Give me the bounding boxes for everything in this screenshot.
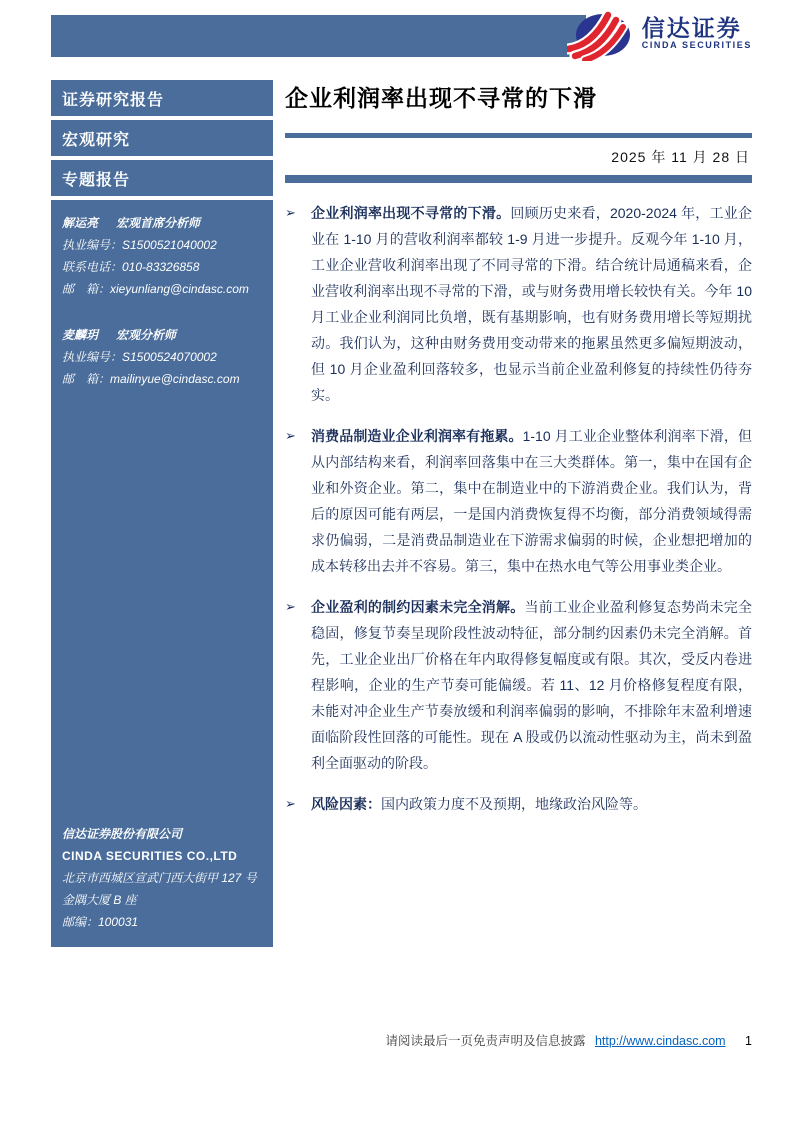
- bullet-lead: 风险因素：: [311, 795, 381, 812]
- bullet-item-profit-margin: [285, 200, 752, 408]
- company-name-en: CINDA SECURITIES CO.,LTD: [62, 849, 238, 863]
- analyst-email: 邮 箱：xieyunliang@cindasc.com: [62, 282, 249, 296]
- company-address-line1: 北京市西城区宣武门西大街甲 127 号: [62, 871, 257, 885]
- bullet-paragraph: [311, 423, 752, 579]
- sidebar-header-report-type: [51, 80, 273, 116]
- bullet-body: 国内政策力度不及预期，地缘政治风险等。: [381, 795, 647, 812]
- page-footer: [285, 1031, 752, 1049]
- analyst-phone: 联系电话：010-83326858: [62, 260, 200, 274]
- sidebar: [51, 80, 273, 947]
- arrow-bullet-icon: ➢: [285, 795, 296, 811]
- sidebar-header-research-type: [51, 120, 273, 156]
- analyst-email: 邮 箱：mailinyue@cindasc.com: [62, 372, 240, 386]
- summary-bullet-list: [285, 200, 752, 817]
- sidebar-header-label: 宏观研究: [62, 131, 131, 149]
- analyst-name-row: [62, 324, 263, 346]
- company-address-line2: 金隅大厦 B 座: [62, 893, 137, 907]
- company-name-cn: 信达证券股份有限公司: [62, 827, 183, 841]
- arrow-bullet-icon: ➢: [285, 427, 296, 443]
- analyst-role: 宏观分析师: [116, 328, 177, 342]
- bullet-item-risk-factors: [285, 791, 752, 817]
- analyst-block: [62, 212, 263, 300]
- disclaimer-text: 请阅读最后一页免责声明及信息披露: [385, 1034, 586, 1048]
- analyst-block: [62, 324, 263, 390]
- analyst-role: 宏观首席分析师: [116, 216, 201, 230]
- analyst-name-row: [62, 212, 263, 234]
- analyst-name: 麦麟玥: [62, 328, 99, 342]
- company-info-block: [62, 823, 263, 933]
- page-title: 企业利润率出现不寻常的下滑: [285, 85, 597, 111]
- arrow-bullet-icon: ➢: [285, 598, 296, 614]
- cinda-logo: [567, 7, 752, 61]
- arrow-bullet-icon: ➢: [285, 204, 296, 220]
- report-date: 2025 年 11 月 28 日: [611, 148, 750, 165]
- sidebar-header-label: 专题报告: [62, 171, 131, 189]
- company-postcode: 邮编：100031: [62, 915, 139, 929]
- sidebar-info-panel: [51, 200, 273, 947]
- page-number: 1: [745, 1034, 752, 1048]
- cinda-logo-icon: [567, 7, 633, 61]
- analyst-name: 解运亮: [62, 216, 99, 230]
- bullet-paragraph: [311, 791, 752, 817]
- bullet-body: 1-10 月工业企业整体利润率下滑，但从内部结构来看，利润率回落集中在三大类群体。第一，集中在国有企业和外资企业。第二，集中在制造业中的下游消费企业。我们认为，背后的原因可能有两层，一是国内消费恢复得不均衡，部分消费领域得需求仍偏弱，二是消费品制造业在下游需求偏弱的时候，企业想把增加的成本转移出去并不容易。第三，集中在热水电气等公用事业类企业。: [311, 427, 752, 574]
- bullet-paragraph: [311, 200, 752, 408]
- bullet-item-consumer-manufacturing: [285, 423, 752, 579]
- bullet-body: 回顾历史来看，2020-2024 年，工业企业在 1-10 月的营收利润率都较 1-9 月进一步提升。反观今年 1-10 月，工业企业营收利润率出现了不同寻常的下滑。结合统计局通稿来看，企业营收利润率出现不寻常的下滑，或与财务费用增长较快有关。今年 10 月工业企业利润同比负增，既有基期影响，也有财务费用增长等短期扰动。我们认为，这种由财务费用变动带来的拖累虽然更多偏短期波动，但 10 月企业盈利回落较多，也显示当前企业盈利修复的持续性仍待夯实。: [311, 204, 753, 403]
- bullet-lead: 企业盈利的制约因素未完全消解。: [311, 598, 525, 615]
- sidebar-header-topic-type: [51, 160, 273, 196]
- divider-rule-bottom: [285, 175, 752, 183]
- header-band: [51, 15, 586, 57]
- analyst-reg-number: 执业编号：S1500524070002: [62, 350, 217, 364]
- brand-name-en: CINDA SECURITIES: [641, 40, 752, 51]
- brand-name-cn: 信达证券: [641, 16, 742, 42]
- bullet-lead: 企业利润率出现不寻常的下滑。: [311, 204, 511, 221]
- bullet-paragraph: [311, 594, 752, 776]
- analyst-reg-number: 执业编号：S1500521040002: [62, 238, 217, 252]
- sidebar-header-label: 证券研究报告: [62, 91, 165, 109]
- bullet-body: 当前工业企业盈利修复态势尚未完全稳固，修复节奏呈现阶段性波动特征，部分制约因素仍未完全消解。首先，工业企业出厂价格在年内取得修复幅度或有限。其次，受反内卷进程影响，企业的生产节奏可能偏缓。若 11、12 月价格修复程度有限，未能对冲企业生产节奏放缓和利润率偏弱的影响，不排除年末盈利增速面临阶段性回落的可能性。现在 A 股或仍以流动性驱动为主，尚未到盈利全面驱动的阶段。: [311, 598, 752, 771]
- divider-rule-top: [285, 133, 752, 138]
- company-website-link[interactable]: http://www.cindasc.com: [594, 1034, 726, 1048]
- bullet-item-profit-constraints: [285, 594, 752, 776]
- main-content: [285, 84, 752, 832]
- bullet-lead: 消费品制造业企业利润率有拖累。: [311, 427, 523, 444]
